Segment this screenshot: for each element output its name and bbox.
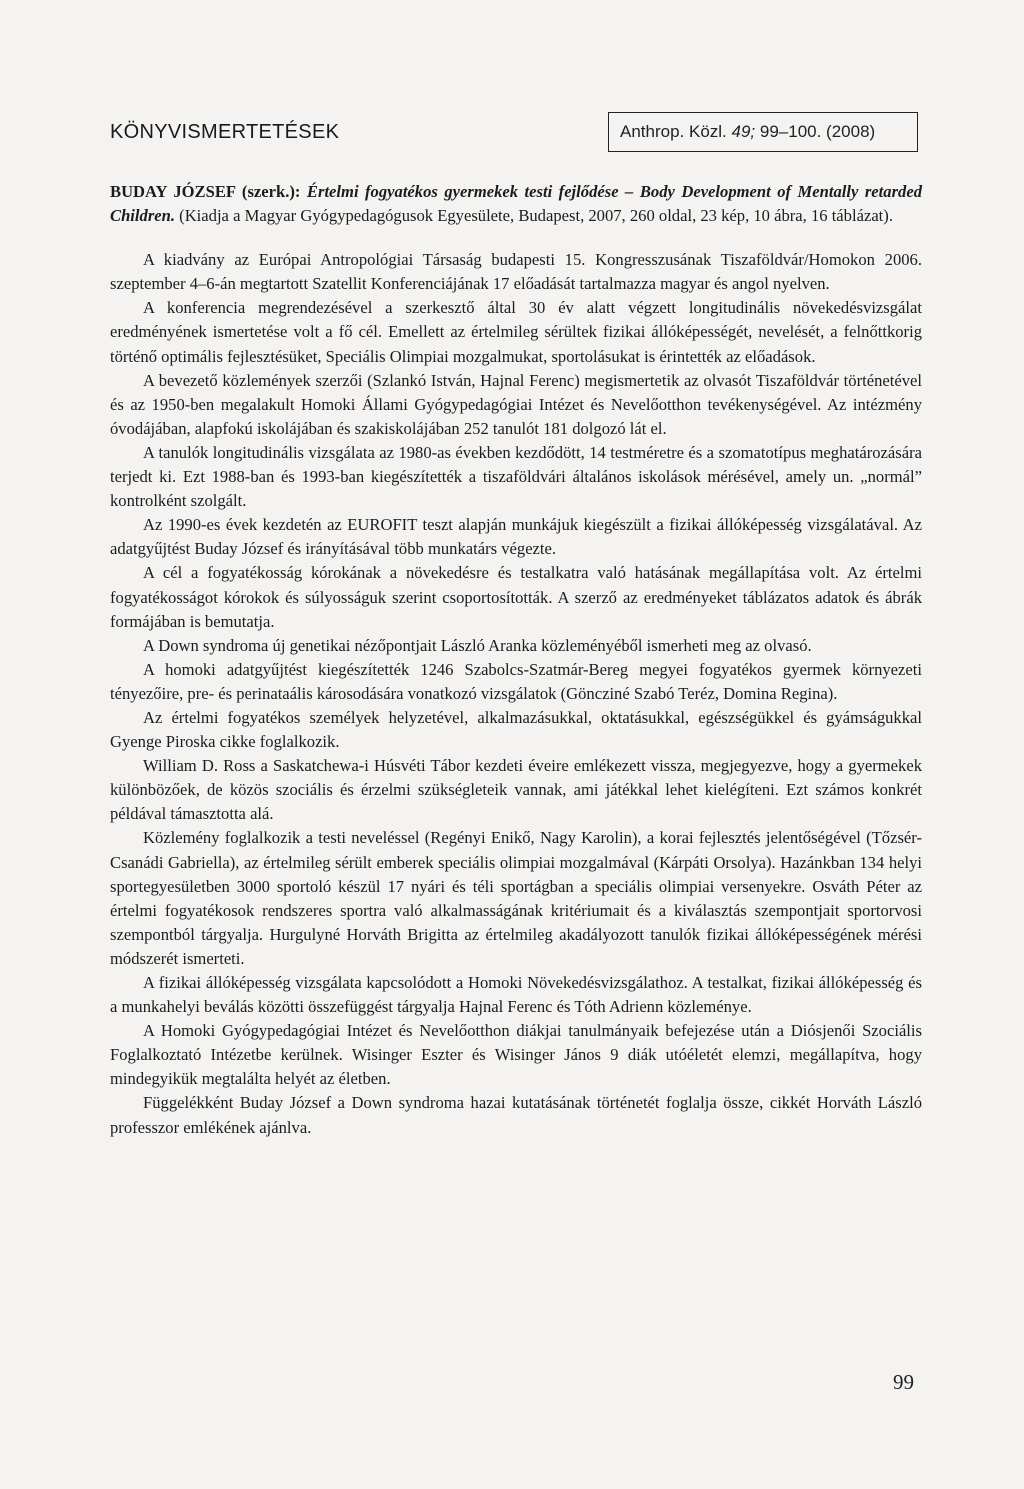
paragraph-14: Függelékként Buday József a Down syndroma hazai kutatásának történetét foglalja össze, cikkét Horváth László professzor emlékének ajánlva. [110, 1093, 922, 1137]
paragraph-4: A tanulók longitudinális vizsgálata az 1980-as években kezdődött, 14 testméretre és a szomatotípus meghatározására terjedt ki. Ezt 1988-ban és 1993-ban kiegészítették a tiszaföldvári általános iskolások mérésével, amely un. „normál” kontrolként szolgált. [110, 442, 922, 511]
paragraph-11: Közlemény foglalkozik a testi neveléssel (Regényi Enikő, Nagy Karolin), a korai fejlesztés jelentőségével (Tőzsér-Csanádi Gabriella), az értelmileg sérült emberek speciális olimpiai mozgalmával (Kárpáti Orsolya). Hazánkban 134 helyi sportegyesületben 3000 sportoló készül 17 nyári és téli sportágban a speciális olimpiai versenyekre. Osváth Péter az értelmi fogyatékosok rendszeres sportra való alkalmasságának kritériumait és a kiválasztás szempontjait sportorvosi szempontból tárgyalja. Hurgulyné Horváth Brigitta az értelmileg akadályozott tanulók fizikai állóképességének mérési módszerét ismerteti. [110, 828, 922, 968]
paragraph-1: A kiadvány az Európai Antropológiai Társaság budapesti 15. Kongresszusának Tiszaföldvár/Homokon 2006. szeptember 4–6-án megtartott Szatellit Konferenciájának 17 előadását tartalmazza magyar és angol nyelven. [110, 250, 922, 294]
page-number: 99 [893, 1370, 914, 1394]
paragraph-7: A Down syndroma új genetikai nézőpontjait László Aranka közleményéből ismerheti meg az olvasó. [143, 635, 812, 655]
paragraph-3: A bevezető közlemények szerzői (Szlankó István, Hajnal Ferenc) megismertetik az olvasót Tiszaföldvár történetével és az 1950-ben megalakult Homoki Állami Gyógypedagógiai Intézet és Nevelőotthon tevékenységével. Az intézmény óvodájában, alapfokú iskolájában és szakiskolájában 252 tanulót 181 dolgozó lát el. [110, 370, 922, 438]
review-body [110, 180, 922, 1140]
paragraph-8: A homoki adatgyűjtést kiegészítették 1246 Szabolcs-Szatmár-Bereg megyei fogyatékos gyermek környezeti tényezőire, pre- és perinataális károsodására vonatkozó vizsgálatok (Göncziné Szabó Teréz, Domina Regina). [110, 659, 922, 703]
section-title: KÖNYVISMERTETÉSEK [110, 121, 340, 143]
journal-pages-year: 99–100. (2008) [755, 122, 876, 141]
citation-author: BUDAY JÓZSEF (szerk.): [110, 182, 307, 201]
citation-title: Értelmi fogyatékos gyermekek testi fejlődése – Body Development of Mentally retarded Children. [110, 182, 922, 226]
journal-volume: 49; [731, 122, 756, 141]
book-citation [110, 180, 922, 228]
paragraph-2: A konferencia megrendezésével a szerkesztő által 30 év alatt végzett longitudinális növekedésvizsgálat eredményének ismertetése volt a fő cél. Emellett az értelmileg sérültek fizikai állóképességét, nevelését, a felnőttkorig történő optimális fejlesztésüket, Speciális Olimpiai mozgalmukat, sportolásukat is érintették az előadások. [110, 298, 922, 366]
paragraph-10: William D. Ross a Saskatchewa-i Húsvéti Tábor kezdeti éveire emlékezett vissza, megjegyezve, hogy a gyermekek különbözőek, de közös szociális és érzelmi szükségleteik vannak, ami játékkal lehet kielégíteni. Ezt számos konkrét példával támasztotta alá. [110, 756, 922, 824]
journal-reference-box [608, 112, 918, 152]
paragraph-6: A cél a fogyatékosság kórokának a növekedésre és testalkatra való hatásának megállapítása volt. Az értelmi fogyatékosságot kórokok és súlyosságuk szerint csoportosították. A szerző az eredményeket táblázatos adatok és ábrák formájában is bemutatja. [110, 563, 922, 631]
journal-prefix: Anthrop. Közl. [620, 122, 732, 141]
paragraph-9: Az értelmi fogyatékos személyek helyzetével, alkalmazásukkal, oktatásukkal, egészségükkel és gyámságukkal Gyenge Piroska cikke foglalkozik. [110, 707, 922, 752]
paragraph-5: Az 1990-es évek kezdetén az EUROFIT teszt alapján munkájuk kiegészült a fizikai állóképesség vizsgálatával. Az adatgyűjtést Buday József és irányításával több munkatárs végezte. [110, 515, 922, 559]
paragraph-13: A Homoki Gyógypedagógiai Intézet és Nevelőotthon diákjai tanulmányaik befejezése után a Diósjenői Szociális Foglalkoztató Intézetbe kerülnek. Wisinger Eszter és Wisinger János 9 diák utóéletét elemzi, megállapítva, hogy mindegyikük megtalálta helyét az életben. [110, 1021, 922, 1089]
citation-details: (Kiadja a Magyar Gyógypedagógusok Egyesülete, Budapest, 2007, 260 oldal, 23 kép, 10 ábra, 16 táblázat). [175, 206, 893, 226]
paragraph-12: A fizikai állóképesség vizsgálata kapcsolódott a Homoki Növekedésvizsgálathoz. A testalkat, fizikai állóképesség és a munkahelyi beválás közötti összefüggést tárgyalja Hajnal Ferenc és Tóth Adrienn közleménye. [110, 973, 922, 1017]
